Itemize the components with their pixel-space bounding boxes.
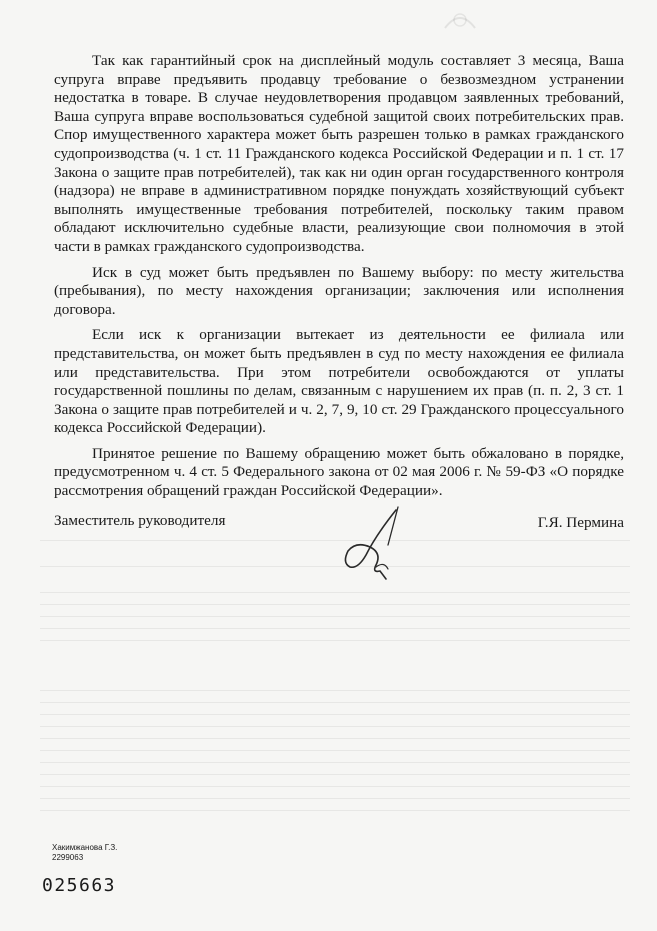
paragraph-jurisdiction: Иск в суд может быть предъявлен по Вашему выбору: по месту жительства (пребывания), по месту нахождения организации; заключения или исполнения договора.	[54, 263, 624, 318]
paragraph-branch-claim: Если иск к организации вытекает из деятельности ее филиала или представительства, он может быть предъявлен в суд по месту нахождения ее филиала или представительства. При этом потребители освобождаются от уплаты государственной пошлины по делам, связанным с нарушением их прав (п. п. 2, 3 ст. 1 Закона о защите прав потребителей и ч. 2, 7, 9, 10 ст. 29 Гражданского процессуального кодекса Российской Федерации).	[54, 326, 624, 437]
document-number: 025663	[42, 875, 117, 896]
paragraph-warranty: Так как гарантийный срок на дисплейный модуль составляет 3 месяца, Ваша супруга вправе предъявить продавцу требование о безвозмездном устранении недостатка в товаре. В случае неудовлетворения продавцом заявленных требований, Ваша супруга вправе воспользоваться судебной защитой своих потребительских прав. Спор имущественного характера может быть разрешен только в рамках гражданского судопроизводства (ч. 1 ст. 11 Гражданского кодекса Российской Федерации и п. 1 ст. 17 Закона о защите прав потребителей), так как ни один орган государственного контроля (надзора) не вправе в административном порядке понуждать хозяйствующий субъект выполнять имущественные требования потребителей, поскольку таким правом обладают исключительно судебные власти, реализующие свои полномочия в этой части в рамках гражданского судопроизводства.	[54, 52, 624, 255]
signatory-name: Г.Я. Пермина	[537, 514, 624, 531]
executor-name: Хакимжанова Г.З.	[52, 843, 118, 852]
executor-phone: 2299063	[52, 853, 84, 862]
paragraph-appeal: Принятое решение по Вашему обращению может быть обжаловано в порядке, предусмотренном ч. 4 ст. 5 Федерального закона от 02 мая 2006 г. № 59-ФЗ «О порядке рассмотрения обращений граждан Российской Федерации».	[54, 444, 624, 500]
handwritten-signature	[336, 505, 416, 585]
signatory-title: Заместитель руководителя	[54, 512, 226, 529]
executor-info	[52, 843, 117, 863]
letter-body	[54, 52, 624, 508]
show-through-emblem	[440, 6, 480, 36]
